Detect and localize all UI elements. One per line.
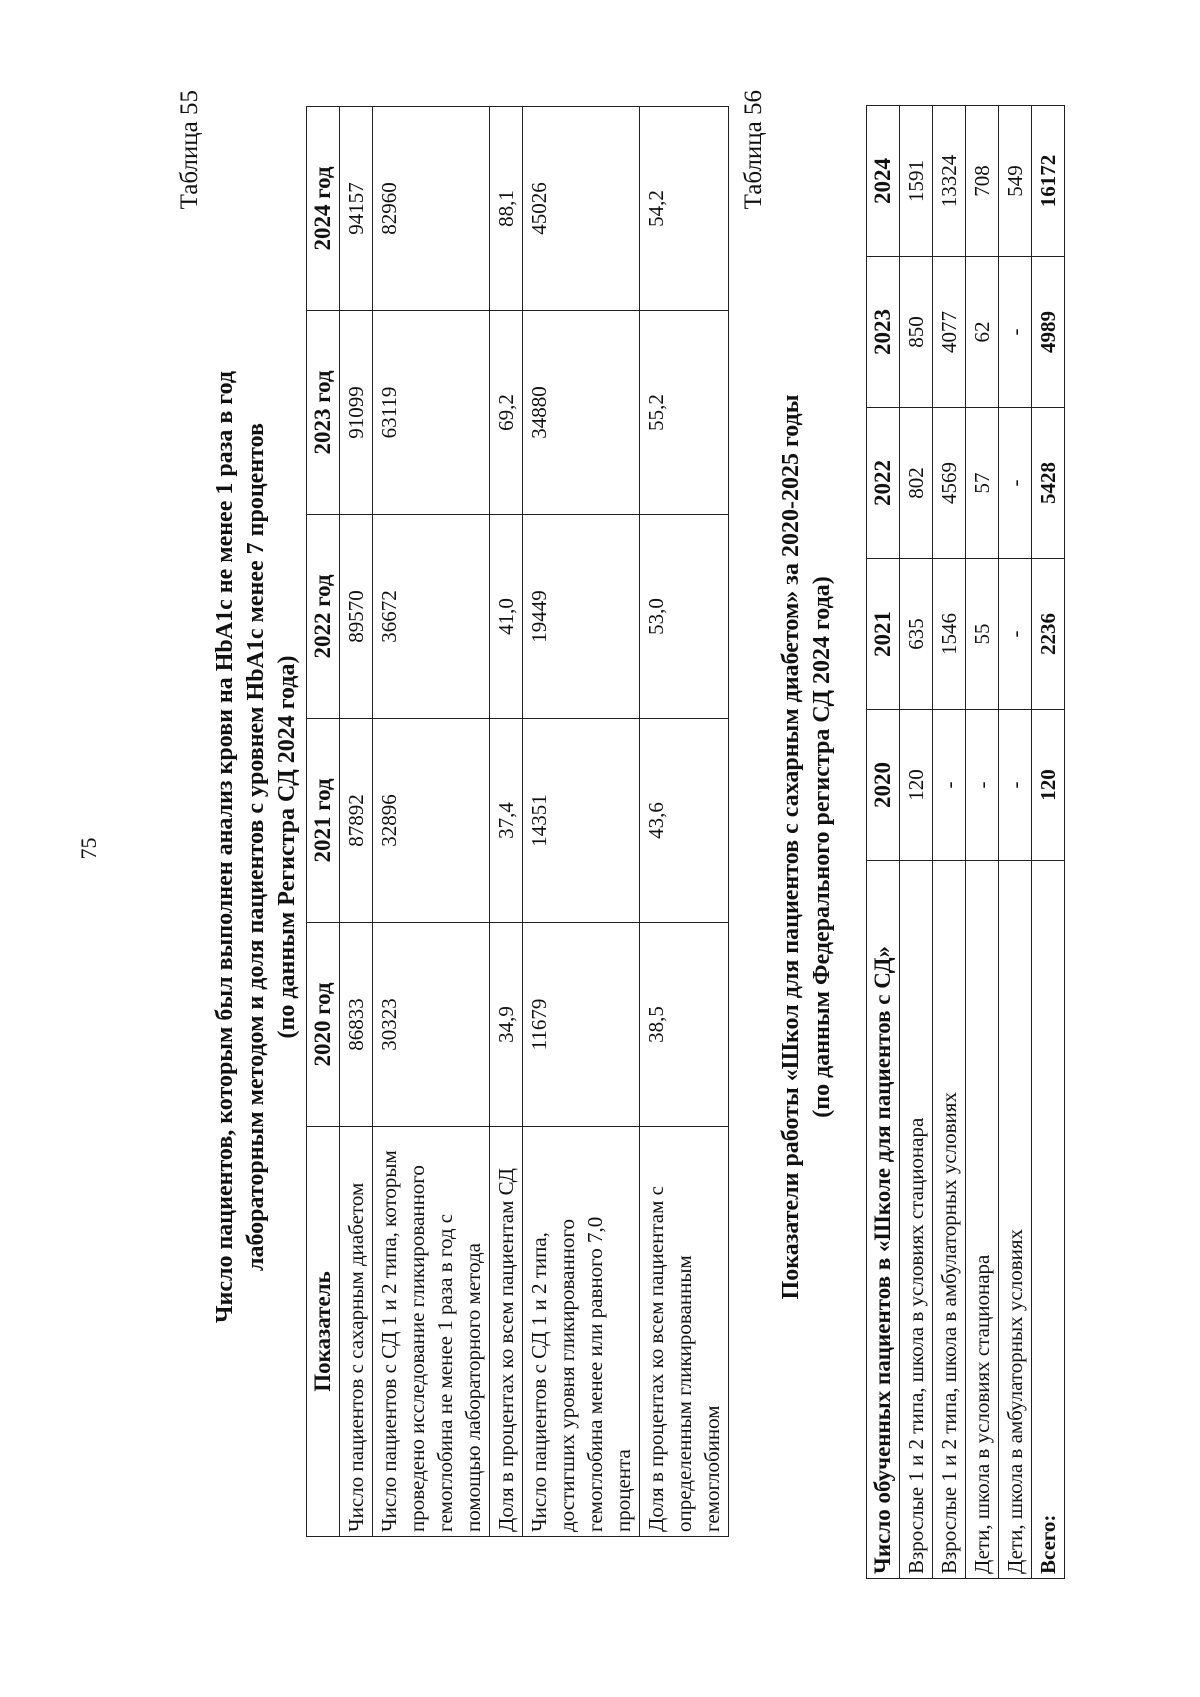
cell-value: - (999, 559, 1032, 710)
total-value: 5428 (1032, 408, 1065, 559)
cell-value: 1546 (933, 559, 966, 710)
cell-value: 120 (900, 710, 933, 861)
column-header: 2024 год (307, 107, 340, 311)
table-56-title-line: (по данным Федерального регистра СД 2024 года) (809, 576, 835, 1118)
table-row (966, 106, 999, 1579)
cell-value: 802 (900, 408, 933, 559)
cell-value: 88,1 (490, 107, 523, 311)
cell-value: 13324 (933, 106, 966, 257)
row-label: Взрослые 1 и 2 типа, школа в амбулаторных условиях (933, 861, 966, 1579)
cell-value: 14351 (523, 719, 640, 923)
table-header-row (307, 107, 340, 1537)
row-label: Число пациентов с СД 1 и 2 типа, достигших уровня гликированного гемоглобина менее или равного 7,0 процента (523, 1127, 640, 1537)
cell-value: 850 (900, 257, 933, 408)
cell-value: 549 (999, 106, 1032, 257)
column-header: 2023 (867, 257, 900, 408)
row-label: Дети, школа в амбулаторных условиях (999, 861, 1032, 1579)
cell-value: 55 (966, 559, 999, 710)
table-row (999, 106, 1032, 1579)
column-header: 2020 (867, 710, 900, 861)
cell-value: 45026 (523, 107, 640, 311)
total-value: 2236 (1032, 559, 1065, 710)
cell-value: 91099 (340, 311, 373, 515)
cell-value: 1591 (900, 106, 933, 257)
table-row (640, 107, 729, 1537)
table-55 (306, 106, 729, 1537)
total-value: 16172 (1032, 106, 1065, 257)
table-56 (866, 105, 1065, 1579)
cell-value: 38,5 (640, 923, 729, 1127)
cell-value: 54,2 (640, 107, 729, 311)
cell-value: 32896 (373, 719, 490, 923)
page-number: 75 (76, 837, 101, 860)
cell-value: 4569 (933, 408, 966, 559)
cell-value: 94157 (340, 107, 373, 311)
cell-value: 57 (966, 408, 999, 559)
table-row (373, 107, 490, 1537)
row-label: Число пациентов с сахарным диабетом (340, 1127, 373, 1537)
cell-value: 55,2 (640, 311, 729, 515)
table-55-caption: Таблица 55 (176, 90, 203, 210)
cell-value: 69,2 (490, 311, 523, 515)
cell-value: 86833 (340, 923, 373, 1127)
column-header: Показатель (307, 1127, 340, 1537)
cell-value: 62 (966, 257, 999, 408)
table-55-title-line: лабораторным методом и доля пациентов с уровнем HbA1c менее 7 процентов (243, 423, 269, 1271)
row-label: Доля в процентах ко всем пациентам с определенным гликированным гемоглобином (640, 1127, 729, 1537)
cell-value: 635 (900, 559, 933, 710)
column-header: 2022 год (307, 515, 340, 719)
cell-value: 708 (966, 106, 999, 257)
table-55-title-line: (по данным Регистра СД 2024 года) (274, 655, 300, 1039)
cell-value: 43,6 (640, 719, 729, 923)
column-header: 2023 год (307, 311, 340, 515)
table-55-title-line: Число пациентов, которым был выполнен анализ крови на HbA1c не менее 1 раза в год (212, 370, 238, 1324)
cell-value: 89570 (340, 515, 373, 719)
column-header: 2021 год (307, 719, 340, 923)
cell-value: 19449 (523, 515, 640, 719)
row-label: Доля в процентах ко всем пациентам СД (490, 1127, 523, 1537)
column-header: 2022 (867, 408, 900, 559)
cell-value: - (999, 710, 1032, 861)
cell-value: 4077 (933, 257, 966, 408)
cell-value: 41,0 (490, 515, 523, 719)
table-56-caption: Таблица 56 (740, 90, 767, 210)
cell-value: 82960 (373, 107, 490, 311)
column-header: 2021 (867, 559, 900, 710)
cell-value: - (933, 710, 966, 861)
cell-value: 63119 (373, 311, 490, 515)
table-header-row (867, 106, 900, 1579)
total-value: 120 (1032, 710, 1065, 861)
table-56-title (776, 117, 838, 1577)
cell-value: - (999, 257, 1032, 408)
cell-value: 53,0 (640, 515, 729, 719)
table-row (340, 107, 373, 1537)
row-label: Взрослые 1 и 2 типа, школа в условиях стационара (900, 861, 933, 1579)
cell-value: - (999, 408, 1032, 559)
column-header: 2024 (867, 106, 900, 257)
cell-value: 34,9 (490, 923, 523, 1127)
cell-value: - (966, 710, 999, 861)
row-label: Число пациентов с СД 1 и 2 типа, которым проведено исследование гликированного гемоглобина не менее 1 раза в год с помощью лабораторного метода (373, 1127, 490, 1537)
table-total-row (1032, 106, 1065, 1579)
table-row (490, 107, 523, 1537)
cell-value: 11679 (523, 923, 640, 1127)
cell-value: 37,4 (490, 719, 523, 923)
column-header: 2020 год (307, 923, 340, 1127)
cell-value: 36672 (373, 515, 490, 719)
table-row (900, 106, 933, 1579)
table-row (523, 107, 640, 1537)
total-label: Всего: (1032, 861, 1065, 1579)
table-56-title-line: Показатели работы «Школ для пациентов с сахарным диабетом» за 2020-2025 годы (778, 394, 804, 1300)
column-header: Число обученных пациентов в «Школе для пациентов с СД» (867, 861, 900, 1579)
cell-value: 30323 (373, 923, 490, 1127)
table-row (933, 106, 966, 1579)
table-55-title (210, 117, 303, 1577)
cell-value: 87892 (340, 719, 373, 923)
cell-value: 34880 (523, 311, 640, 515)
row-label: Дети, школа в условиях стационара (966, 861, 999, 1579)
total-value: 4989 (1032, 257, 1065, 408)
